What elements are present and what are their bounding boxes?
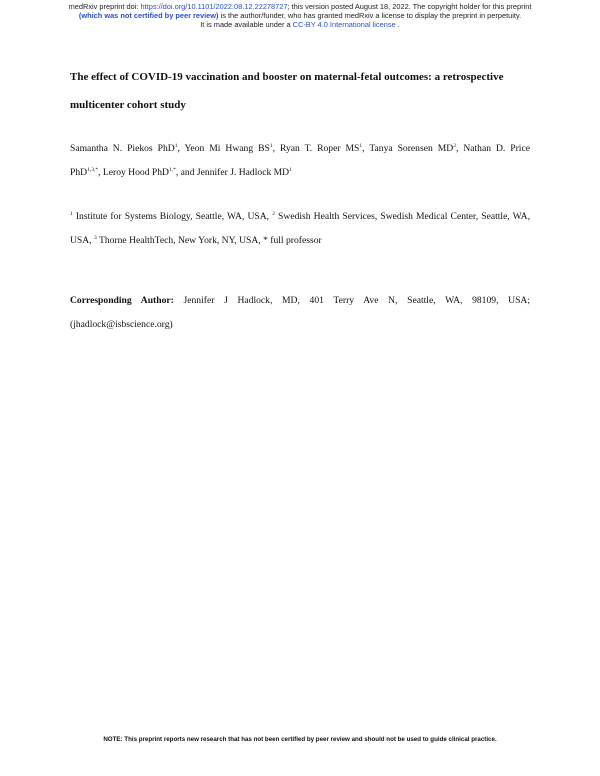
author-hwang: Yeon Mi Hwang $BS^1$,: [184, 142, 275, 154]
author-piekos: Samantha N. Piekos PhD$^1$,: [70, 142, 180, 154]
banner-license-text: is the author/funder, who has granted medRxiv a license to display the preprint in perpetuity.: [218, 11, 522, 20]
banner-doi-label: medRxiv preprint doi:: [68, 2, 141, 11]
affiliations-line-1: $^1$ Institute for Systems Biology, Seattle, WA, USA, $^2$ Swedish Health Services, Swedish Medical Center, Seattle, WA,: [70, 210, 530, 222]
banner-line-2: [0, 11, 600, 20]
author-price-first: Nathan D. Price: [463, 143, 530, 154]
author-hood: Leroy Hood PhD$^{1,*}$,: [102, 166, 179, 178]
banner-line-1: [0, 2, 600, 11]
author-sorensen: Tanya Sorensen $MD^2$,: [369, 142, 459, 154]
banner-posted-text: ; this version posted August 18, 2022. The copyright holder for this preprint: [287, 2, 532, 11]
author-list-line-1: [70, 143, 530, 154]
license-link[interactable]: CC-BY 4.0 International license: [292, 20, 396, 29]
author-roper: Ryan T. Roper $MS^1$,: [279, 142, 365, 154]
banner-line-3: [0, 20, 600, 29]
footer-note: NOTE: This preprint reports new research that has not been certified by peer review and should not be used to guide clinical practice.: [103, 736, 497, 743]
paper-title-line-2: multicenter cohort study: [70, 99, 186, 111]
affiliations-line-2: USA, $^3$ Thorne HealthTech, New York, NY, USA, * full professor: [70, 234, 322, 246]
banner-not-certified: (which was not certified by peer review): [78, 11, 219, 20]
banner-period: .: [395, 20, 400, 29]
preprint-banner: [0, 2, 600, 29]
author-price-second: PhD$^{1,3,*}$,: [70, 166, 101, 178]
corresponding-label: Corresponding Author:: [70, 295, 174, 306]
corresponding-address: Jennifer J Hadlock, MD, 401 Terry Ave N, Seattle, WA, 98109, USA;: [173, 295, 530, 306]
corresponding-author: [70, 295, 530, 306]
doi-link[interactable]: https://doi.org/10.1101/2022.08.12.22278727: [140, 2, 288, 11]
author-hadlock: and Jennifer J. Hadlock $MD^1$: [180, 166, 292, 178]
author-list-line-2: [70, 167, 530, 178]
corresponding-email: (jhadlock@isbscience.org): [70, 319, 173, 330]
banner-available-text: It is made available under a: [200, 20, 293, 29]
paper-title-line-1: The effect of COVID-19 vaccination and booster on maternal-fetal outcomes: a retrospective: [70, 71, 504, 83]
